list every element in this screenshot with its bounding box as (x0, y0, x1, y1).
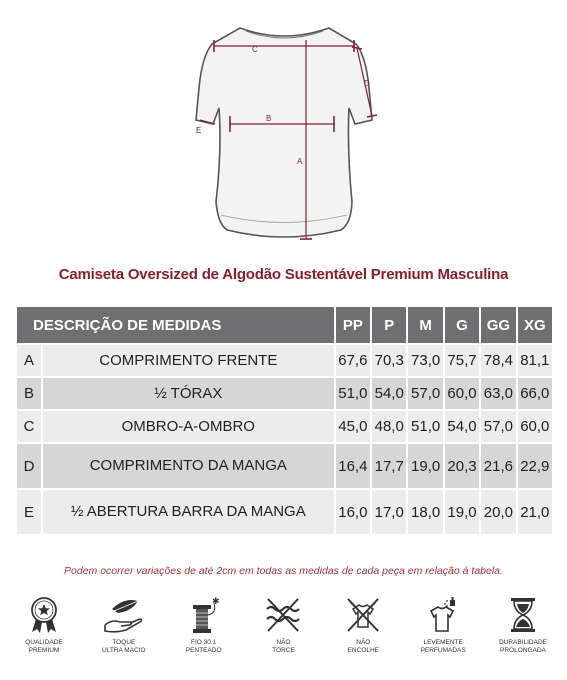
cell-value: 54,0 (372, 378, 406, 409)
header-size-xg: XG (518, 307, 552, 343)
cell-value: 70,3 (372, 345, 406, 376)
feature-no-shrink (329, 595, 397, 675)
cell-value: 57,0 (408, 378, 442, 409)
feature-label: LEVEMENTE (423, 639, 463, 646)
feature-label: NÃO (356, 639, 371, 646)
row-description: ½ TÓRAX (43, 378, 334, 409)
cell-value: 20,3 (445, 444, 479, 488)
row-letter: E (17, 490, 41, 534)
header-description: DESCRIÇÃO DE MEDIDAS (17, 307, 334, 343)
feature-perfumed (409, 595, 477, 675)
cell-value: 48,0 (372, 411, 406, 442)
soft-touch-icon (102, 595, 146, 635)
row-description: COMPRIMENTO FRENTE (43, 345, 334, 376)
thread-spool-icon (187, 595, 221, 635)
cell-value: 19,0 (445, 490, 479, 534)
feature-label: PENTEADO (185, 646, 222, 654)
cell-value: 66,0 (518, 378, 552, 409)
no-wring-icon (263, 595, 303, 635)
header-size-m: M (408, 307, 442, 343)
tshirt-measurement-diagram (0, 0, 567, 255)
row-description: OMBRO-A-OMBRO (43, 411, 334, 442)
table-header-row (17, 307, 552, 343)
cell-value: 17,0 (372, 490, 406, 534)
feature-label: FIO 30.1 (191, 639, 217, 646)
feature-label: ULTRA MACIO (102, 646, 146, 654)
cell-value: 57,0 (481, 411, 515, 442)
cell-value: 51,0 (336, 378, 370, 409)
feature-no-wring (249, 595, 317, 675)
row-letter: C (17, 411, 41, 442)
label-a: A (297, 157, 303, 166)
feature-label: QUALIDADE (25, 639, 63, 646)
quality-badge-icon (27, 595, 61, 635)
feature-label: ENCOLHE (347, 646, 380, 654)
feature-soft-touch (90, 595, 158, 675)
cell-value: 19,0 (408, 444, 442, 488)
no-shrink-icon (343, 595, 383, 635)
feature-quality (10, 595, 78, 675)
table-row (17, 444, 552, 488)
header-size-pp: PP (336, 307, 370, 343)
table-row (17, 490, 552, 534)
cell-value: 16,0 (336, 490, 370, 534)
row-description: COMPRIMENTO DA MANGA (43, 444, 334, 488)
row-letter: A (17, 345, 41, 376)
feature-label: PREMIUM (28, 646, 60, 654)
cell-value: 21,0 (518, 490, 552, 534)
feature-icons-row (10, 595, 557, 675)
cell-value: 60,0 (518, 411, 552, 442)
label-b: B (266, 114, 272, 123)
tshirt-outline-icon (0, 0, 567, 255)
table-row (17, 411, 552, 442)
feature-thread (170, 595, 238, 675)
table-row (17, 378, 552, 409)
feature-label: TORCE (272, 646, 295, 654)
row-letter: D (17, 444, 41, 488)
feature-label: TOQUE (112, 639, 136, 646)
cell-value: 63,0 (481, 378, 515, 409)
label-c: C (252, 45, 258, 54)
row-description: ½ ABERTURA BARRA DA MANGA (43, 490, 334, 534)
svg-text:✱: ✱ (211, 596, 220, 606)
cell-value: 22,9 (518, 444, 552, 488)
table-row (17, 345, 552, 376)
cell-value: 20,0 (481, 490, 515, 534)
cell-value: 45,0 (336, 411, 370, 442)
feature-label: PROLONGADA (500, 646, 546, 654)
feature-label: DURABILIDADE (498, 639, 547, 646)
cell-value: 60,0 (445, 378, 479, 409)
size-variation-disclaimer: Podem ocorrer variações de até 2cm em todas as medidas de cada peça em relação à tabela. (64, 565, 503, 577)
cell-value: 67,6 (336, 345, 370, 376)
label-e: E (196, 126, 202, 135)
cell-value: 51,0 (408, 411, 442, 442)
label-d: D (364, 79, 370, 88)
cell-value: 81,1 (518, 345, 552, 376)
product-title: Camiseta Oversized de Algodão Sustentável Premium Masculina (58, 266, 509, 283)
cell-value: 18,0 (408, 490, 442, 534)
feature-durability (489, 595, 557, 675)
row-letter: B (17, 378, 41, 409)
header-size-g: G (445, 307, 479, 343)
perfumed-shirt-icon (423, 595, 463, 635)
header-size-gg: GG (481, 307, 515, 343)
header-size-p: P (372, 307, 406, 343)
feature-label: PERFUMADAS (420, 646, 466, 654)
cell-value: 21,6 (481, 444, 515, 488)
hourglass-icon (506, 595, 540, 635)
cell-value: 78,4 (481, 345, 515, 376)
cell-value: 75,7 (445, 345, 479, 376)
cell-value: 16,4 (336, 444, 370, 488)
feature-label: NÃO (276, 639, 291, 646)
cell-value: 73,0 (408, 345, 442, 376)
size-table (15, 305, 554, 536)
cell-value: 17,7 (372, 444, 406, 488)
cell-value: 54,0 (445, 411, 479, 442)
